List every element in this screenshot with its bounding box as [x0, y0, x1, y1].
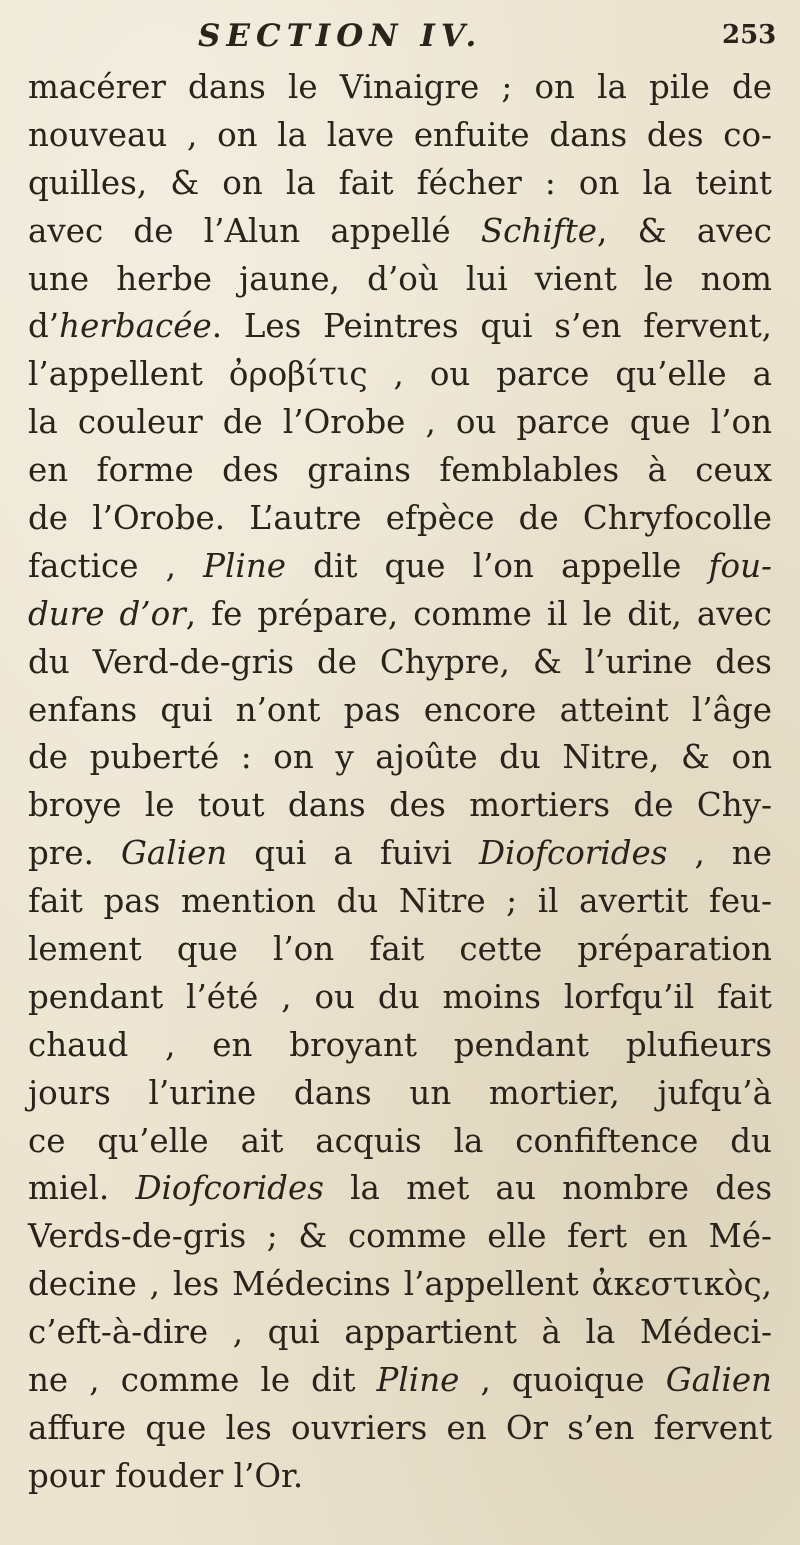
- text-line: avec de l’Alun appellé Schifte, & avec: [28, 211, 772, 250]
- text-line: la couleur de l’Orobe , ou parce que l’on: [28, 403, 772, 442]
- text-line: miel. Diofcorides la met au nombre des: [28, 1169, 772, 1208]
- text-line: du Verd-de-gris de Chypre, & l’urine des: [28, 642, 772, 681]
- text-line: ce qu’elle ait acquis la confiftence du: [28, 1121, 772, 1160]
- text-line: factice , Pline dit que l’on appelle fou-: [28, 546, 772, 585]
- text-line: une herbe jaune, d’où lui vient le nom: [28, 259, 772, 298]
- text-line: ne , comme le dit Pline , quoique Galien: [28, 1361, 772, 1400]
- text-line: lement que l’on fait cette préparation: [28, 930, 772, 969]
- text-line: c’eft-à-dire , qui appartient à la Médeci-: [28, 1313, 772, 1352]
- running-head: SECTION IV.: [198, 18, 483, 54]
- text-line: jours l’urine dans un mortier, jufqu’à: [28, 1073, 772, 1112]
- body-text: [28, 64, 772, 1501]
- text-line: pre. Galien qui a fuivi Diofcorides , ne: [28, 834, 772, 873]
- text-line: d’herbacée. Les Peintres qui s’en fervent,: [28, 307, 772, 346]
- text-line: chaud , en broyant pendant plufieurs: [28, 1025, 772, 1064]
- page-number: 253: [722, 20, 777, 50]
- text-line: fait pas mention du Nitre ; il avertit feu-: [28, 882, 772, 921]
- text-line: affure que les ouvriers en Or s’en fervent: [28, 1408, 772, 1447]
- page-header: [0, 14, 800, 64]
- text-line: broye le tout dans des mortiers de Chy-: [28, 786, 772, 825]
- text-line: dure d’or, fe prépare, comme il le dit, avec: [28, 594, 772, 633]
- text-line: quilles, & on la fait fécher : on la teint: [28, 163, 772, 202]
- text-line: macérer dans le Vinaigre ; on la pile de: [28, 68, 772, 106]
- text-line: decine , les Médecins l’appellent ἀκεστικὸς,: [28, 1265, 772, 1304]
- text-line: pendant l’été , ou du moins lorfqu’il fait: [28, 977, 772, 1016]
- text-line: en forme des grains femblables à ceux: [28, 451, 772, 490]
- text-line: enfans qui n’ont pas encore atteint l’âge: [28, 690, 772, 729]
- text-line: pour fouder l’Or.: [28, 1456, 304, 1495]
- text-line: de l’Orobe. L’autre efpèce de Chryfocolle: [28, 499, 772, 538]
- text-line: l’appellent ὀροβίτις , ou parce qu’elle a: [28, 355, 772, 394]
- text-line: de puberté : on y ajoûte du Nitre, & on: [28, 738, 772, 777]
- text-line: nouveau , on la lave enfuite dans des co-: [28, 115, 772, 154]
- text-line: Verds-de-gris ; & comme elle fert en Mé-: [28, 1217, 772, 1256]
